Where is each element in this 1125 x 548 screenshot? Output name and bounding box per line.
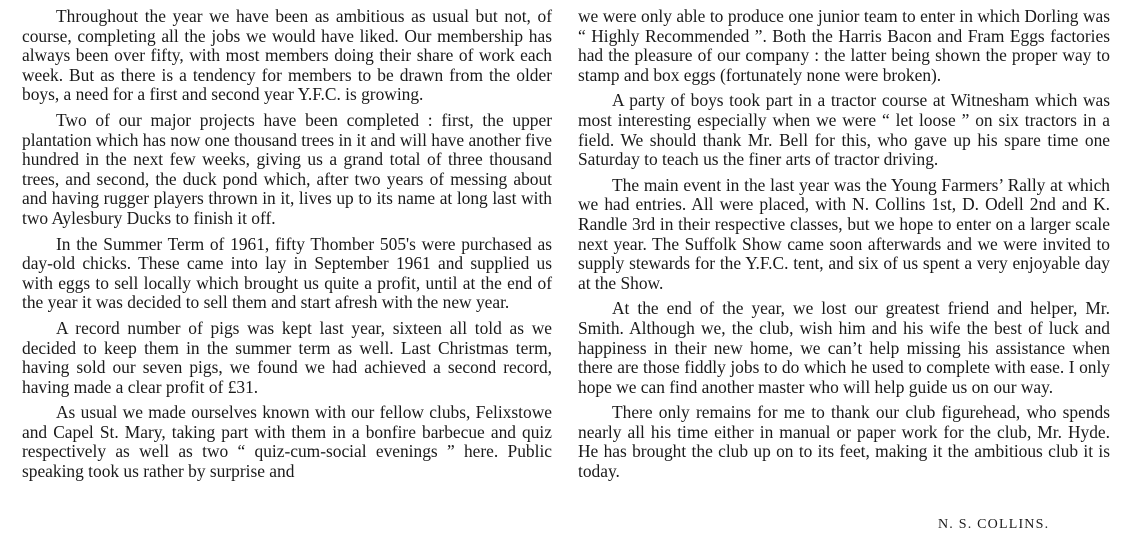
- paragraph-tractor-course: A party of boys took part in a tractor course at Witnesham which was most interesting especially when we were “ let loose ” on six tractors in a field. We should thank Mr. Bell for this, who gave up his spare time one Saturday to teach us the finer arts of tractor driving.: [578, 90, 1110, 170]
- right-column: [578, 7, 1110, 488]
- paragraph-thanks: There only remains for me to thank our club figurehead, who spends nearly all his time either in manual or paper work for the club, Mr. Hyde. He has brought the club up on to its feet, making it the ambitious club it is today.: [578, 402, 1110, 482]
- paragraph-mr-smith: At the end of the year, we lost our greatest friend and helper, Mr. Smith. Although we, the club, wish him and his wife the best of luck and happiness in their new home, we can’t help missing his assistance when there are those fiddly jobs to do which he used to complete with ease. I only hope we can find another master who will help guide us on our way.: [578, 298, 1110, 397]
- paragraph-projects: Two of our major projects have been completed : first, the upper plantation which has now one thousand trees in it and will have another five hundred in the next few weeks, giving us a grand total of three thousand trees, and second, the duck pond which, after two years of messing about and having rugger players thrown in it, lives up to its name at long last with two Aylesbury Ducks to finish it off.: [22, 109, 552, 228]
- left-column: [22, 7, 552, 488]
- author-signature: N. S. COLLINS.: [938, 517, 1050, 532]
- paragraph-pigs: A record number of pigs was kept last year, sixteen all told as we decided to keep them in the summer term as well. Last Christmas term, having sold our seven pigs, we found we had achieved a second record, having made a clear profit of £31.: [22, 317, 552, 397]
- paragraph-rally: The main event in the last year was the Young Farmers’ Rally at which we had entries. All were placed, with N. Collins 1st, D. Odell 2nd and K. Randle 3rd in their respective classes, but we hope to enter on a larger scale next year. The Suffolk Show came soon afterwards and we were invited to supply stewards for the Y.F.C. tent, and six of us spent a very enjoyable day at the Show.: [578, 174, 1110, 293]
- paragraph-membership: Throughout the year we have been as ambitious as usual but not, of course, completing all the jobs we would have liked. Our membership has always been over fifty, with most members doing their share of work each week. But as there is a tendency for members to be drawn from the older boys, a need for a first and second year Y.F.C. is growing.: [22, 6, 552, 105]
- paragraph-fellow-clubs: As usual we made ourselves known with our fellow clubs, Felixstowe and Capel St. Mary, taking part with them in a bonfire barbecue and quiz respectively as well as two “ quiz-cum-social evenings ” here. Public speaking took us rather by surprise and: [22, 402, 552, 482]
- paragraph-continued: we were only able to produce one junior team to enter in which Dorling was “ Highly Recommended ”. Both the Harris Bacon and Fram Eggs factories had the pleasure of our company : the latter being shown the proper way to stamp and box eggs (fortunately none were broken).: [578, 6, 1110, 85]
- paragraph-chicks: In the Summer Term of 1961, fifty Thomber 505's were purchased as day-old chicks. These came into lay in September 1961 and supplied us with eggs to sell locally which brought us quite a profit, until at the end of the year it was decided to sell them and start afresh with the new year.: [22, 233, 552, 313]
